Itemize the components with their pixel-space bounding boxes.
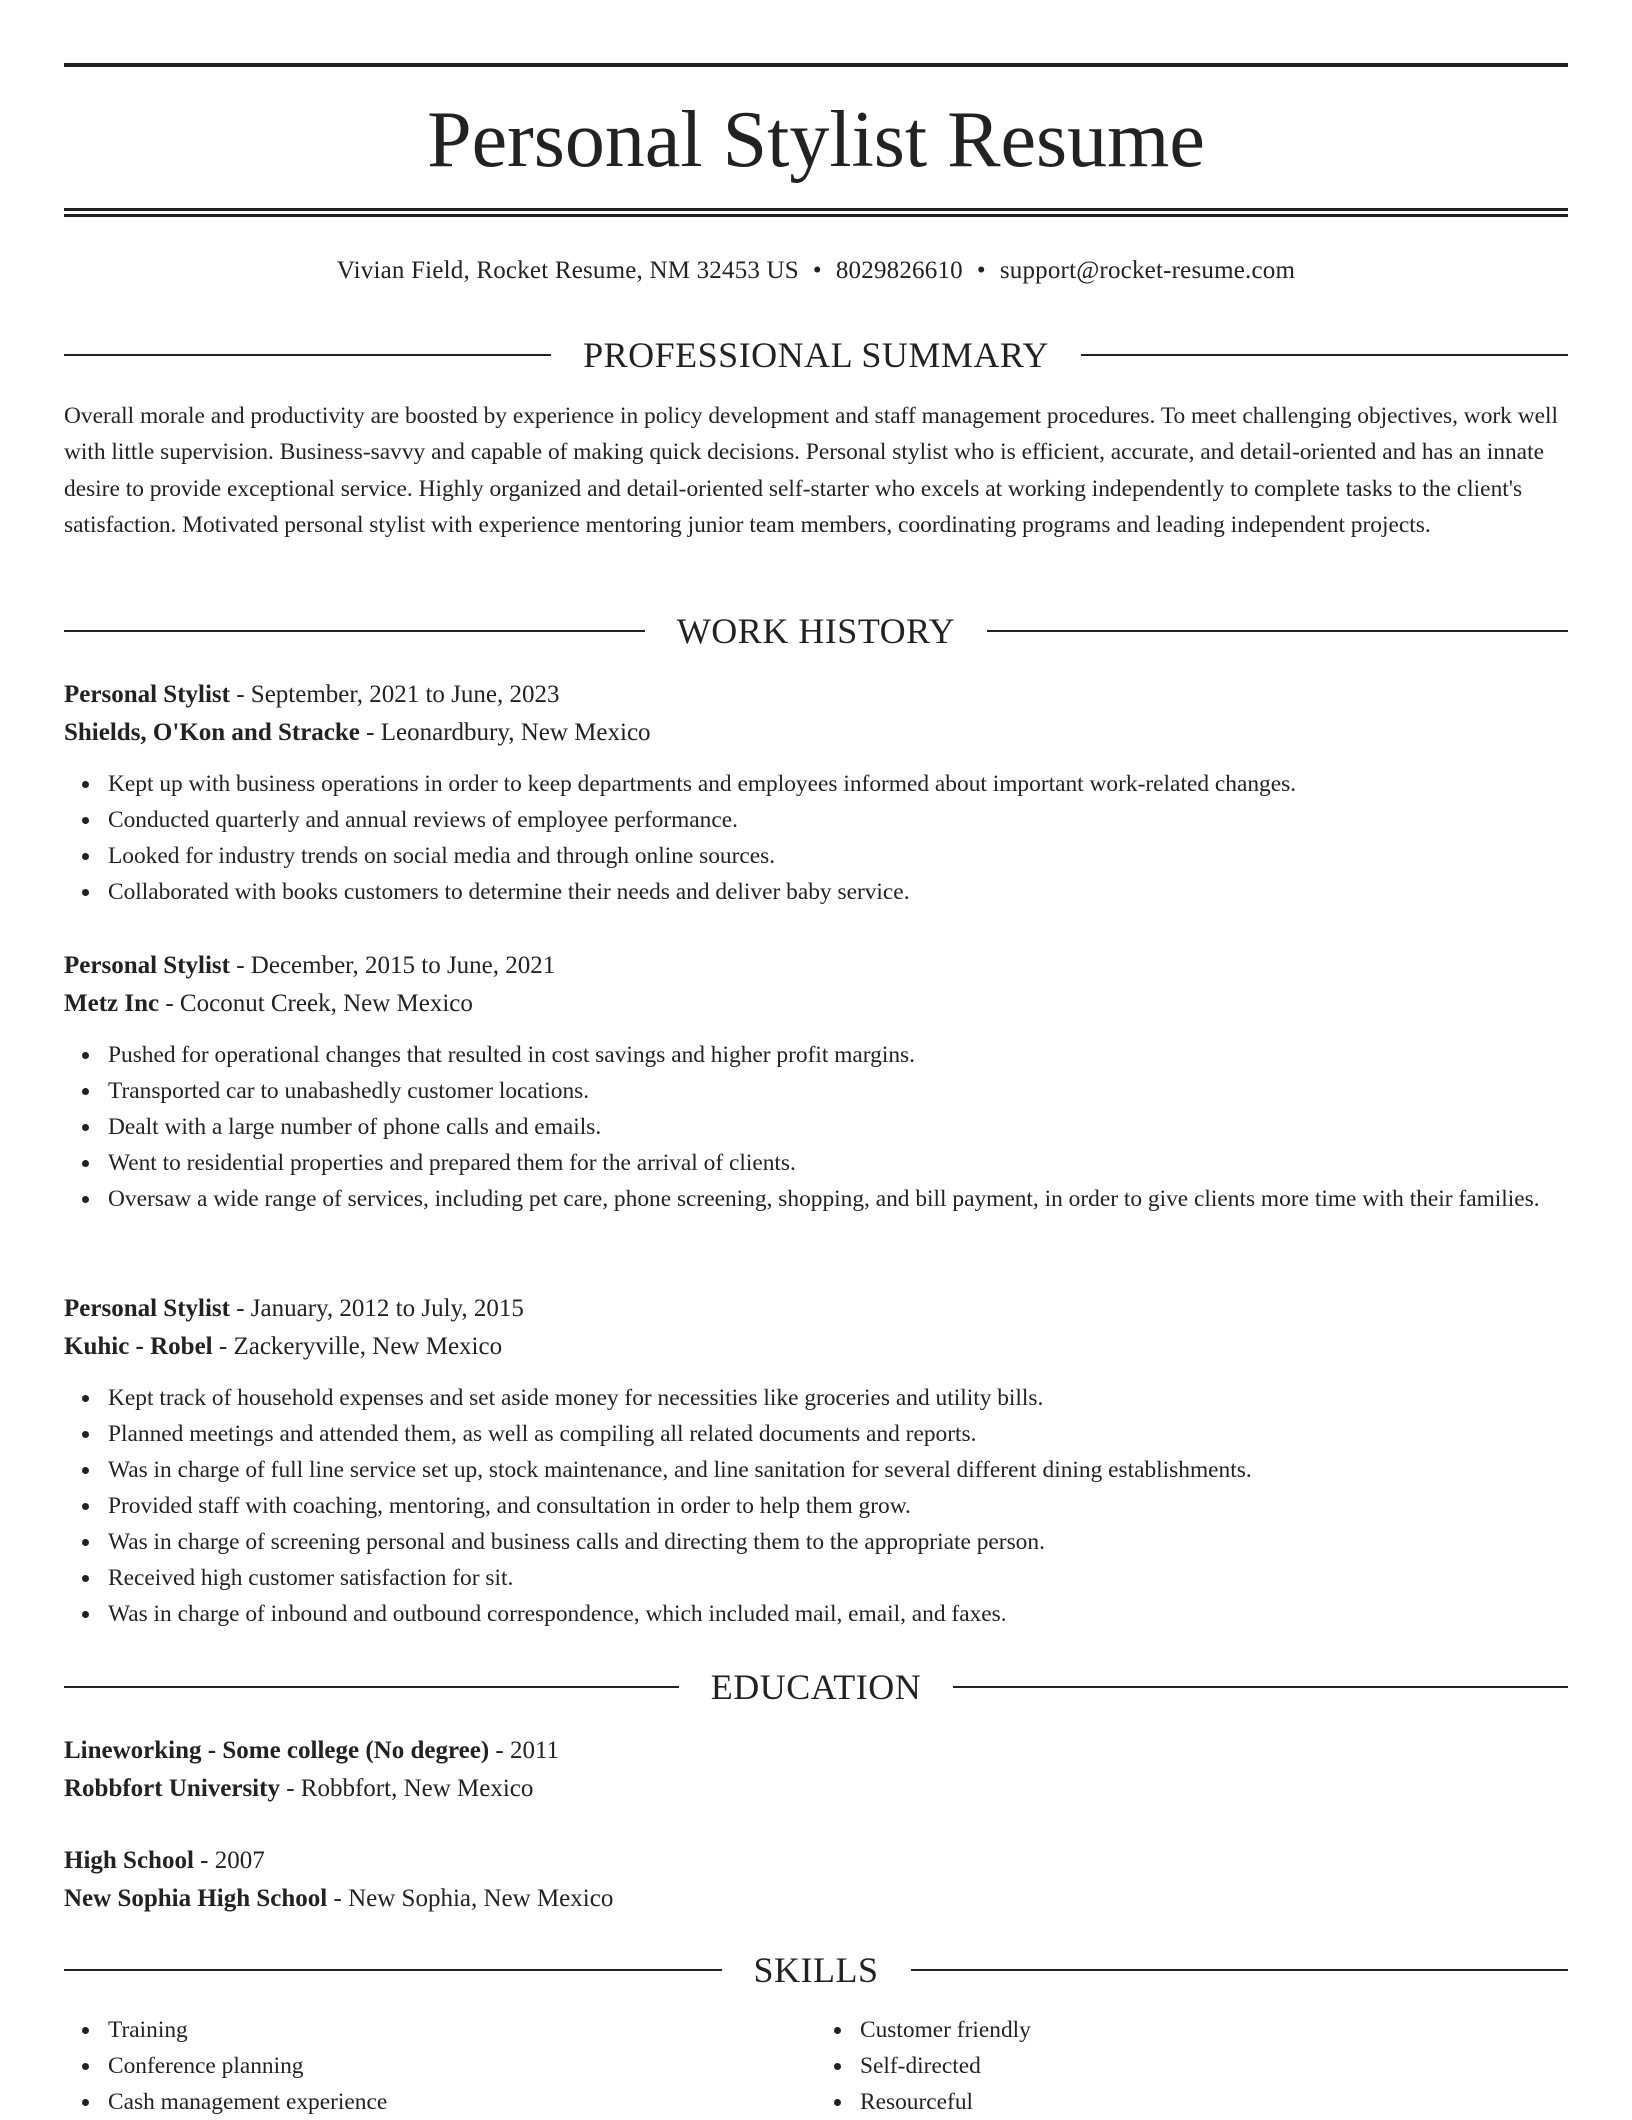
- heading-rule-left: [64, 1686, 679, 1688]
- job-bullets: [64, 1380, 1568, 1632]
- job-bullet: Dealt with a large number of phone calls and emails.: [108, 1109, 1568, 1145]
- job-company: Metz Inc: [64, 990, 160, 1017]
- heading-rule-right: [953, 1686, 1568, 1688]
- contact-separator: •: [976, 257, 986, 284]
- job-bullet: Collaborated with books customers to determine their needs and deliver baby service.: [108, 874, 1568, 910]
- education-year: - 2011: [489, 1737, 560, 1764]
- heading-rule-right: [987, 630, 1568, 632]
- skill-item: Training: [108, 2012, 816, 2048]
- job-bullet: Planned meetings and attended them, as well as compiling all related documents and reports.: [108, 1416, 1568, 1452]
- job-dates: - January, 2012 to July, 2015: [229, 1295, 524, 1322]
- job-title-line: [64, 947, 1568, 985]
- education-entry: [64, 1842, 1568, 1918]
- job-location: - Zackeryville, New Mexico: [212, 1333, 503, 1360]
- skill-item: Conference planning: [108, 2048, 816, 2084]
- job-entry: [64, 1290, 1568, 1632]
- skill-item: Resourceful: [860, 2084, 1568, 2120]
- heading-rule-left: [64, 630, 645, 632]
- skill-item: Self-directed: [860, 2048, 1568, 2084]
- education-school-line: [64, 1880, 1568, 1918]
- education-school: Robbfort University: [64, 1775, 280, 1802]
- job-bullet: Was in charge of inbound and outbound correspondence, which included mail, email, and faxes.: [108, 1596, 1568, 1632]
- job-bullets: [64, 1037, 1568, 1217]
- job-company: Kuhic - Robel: [64, 1333, 213, 1360]
- job-bullets: [64, 766, 1568, 910]
- heading-rule-right: [1081, 354, 1568, 356]
- work-history-heading: [64, 609, 1568, 653]
- title-double-rule: [64, 208, 1568, 217]
- job-bullet: Went to residential properties and prepared them for the arrival of clients.: [108, 1145, 1568, 1181]
- skill-item: Customer friendly: [860, 2012, 1568, 2048]
- job-company-line: [64, 1328, 1568, 1366]
- education-location: - New Sophia, New Mexico: [327, 1885, 614, 1912]
- page-title: Personal Stylist Resume: [427, 96, 1205, 184]
- education-heading: [64, 1665, 1568, 1709]
- job-bullet: Oversaw a wide range of services, including pet care, phone screening, shopping, and bill payment, in order to give clients more time with their families.: [108, 1181, 1568, 1217]
- work-history-heading-label: WORK HISTORY: [676, 611, 956, 651]
- job-bullet: Looked for industry trends on social media and through online sources.: [108, 838, 1568, 874]
- contact-line: [64, 254, 1568, 288]
- job-location: - Coconut Creek, New Mexico: [159, 990, 473, 1017]
- education-year: - 2007: [193, 1847, 265, 1874]
- summary-heading: [64, 333, 1568, 377]
- job-title-line: [64, 1290, 1568, 1328]
- job-bullet: Received high customer satisfaction for sit.: [108, 1560, 1568, 1596]
- contact-separator: •: [812, 257, 822, 284]
- job-title: Personal Stylist: [64, 952, 230, 979]
- job-bullet: Was in charge of full line service set up, stock maintenance, and line sanitation for several different dining establishments.: [108, 1452, 1568, 1488]
- job-bullet: Kept up with business operations in order to keep departments and employees informed about important work-related changes.: [108, 766, 1568, 802]
- education-school-line: [64, 1770, 1568, 1808]
- job-entry: [64, 676, 1568, 910]
- contact-email: support@rocket-resume.com: [999, 257, 1296, 284]
- education-degree: High School: [64, 1847, 194, 1874]
- job-title-line: [64, 676, 1568, 714]
- skill-item: Cash management experience: [108, 2084, 816, 2120]
- contact-address: Vivian Field, Rocket Resume, NM 32453 US: [336, 257, 799, 284]
- education-degree-line: [64, 1842, 1568, 1880]
- job-bullet: Kept track of household expenses and set aside money for necessities like groceries and utility bills.: [108, 1380, 1568, 1416]
- skills-column-left: [64, 2012, 816, 2120]
- job-entry: [64, 947, 1568, 1217]
- job-bullet: Conducted quarterly and annual reviews of employee performance.: [108, 802, 1568, 838]
- contact-phone: 8029826610: [835, 257, 963, 284]
- job-location: - Leonardbury, New Mexico: [359, 719, 651, 746]
- education-location: - Robbfort, New Mexico: [279, 1775, 534, 1802]
- heading-rule-right: [911, 1969, 1569, 1971]
- summary-heading-label: PROFESSIONAL SUMMARY: [583, 335, 1049, 375]
- education-degree-line: [64, 1732, 1568, 1770]
- job-title: Personal Stylist: [64, 681, 230, 708]
- heading-rule-left: [64, 1969, 722, 1971]
- heading-rule-left: [64, 354, 551, 356]
- summary-text: Overall morale and productivity are boosted by experience in policy development and staff management procedures. To meet challenging objectives, work well with little supervision. Business-savvy and capable of making quick decisions. Personal stylist who is efficient, accurate, and detail-oriented and has an innate desire to provide exceptional service. Highly organized and detail-oriented self-starter who excels at working independently to complete tasks to the client's satisfaction. Motivated personal stylist with experience mentoring junior team members, coordinating programs and leading independent projects.: [64, 403, 1558, 538]
- job-bullet: Provided staff with coaching, mentoring, and consultation in order to help them grow.: [108, 1488, 1568, 1524]
- skills-heading-label: SKILLS: [753, 1950, 879, 1990]
- job-bullet: Pushed for operational changes that resulted in cost savings and higher profit margins.: [108, 1037, 1568, 1073]
- job-company: Shields, O'Kon and Stracke: [64, 719, 360, 746]
- job-dates: - September, 2021 to June, 2023: [229, 681, 560, 708]
- job-bullet: Transported car to unabashedly customer locations.: [108, 1073, 1568, 1109]
- education-heading-label: EDUCATION: [710, 1667, 922, 1707]
- skills-column-right: [816, 2012, 1568, 2120]
- education-school: New Sophia High School: [64, 1885, 328, 1912]
- job-bullet: Was in charge of screening personal and business calls and directing them to the appropriate person.: [108, 1524, 1568, 1560]
- skills-heading: [64, 1948, 1568, 1992]
- job-dates: - December, 2015 to June, 2021: [229, 952, 556, 979]
- job-company-line: [64, 985, 1568, 1023]
- top-rule: [64, 63, 1568, 67]
- job-title: Personal Stylist: [64, 1295, 230, 1322]
- job-company-line: [64, 714, 1568, 752]
- education-entry: [64, 1732, 1568, 1808]
- skills-list: [64, 2012, 1568, 2120]
- education-degree: Lineworking - Some college (No degree): [64, 1737, 490, 1764]
